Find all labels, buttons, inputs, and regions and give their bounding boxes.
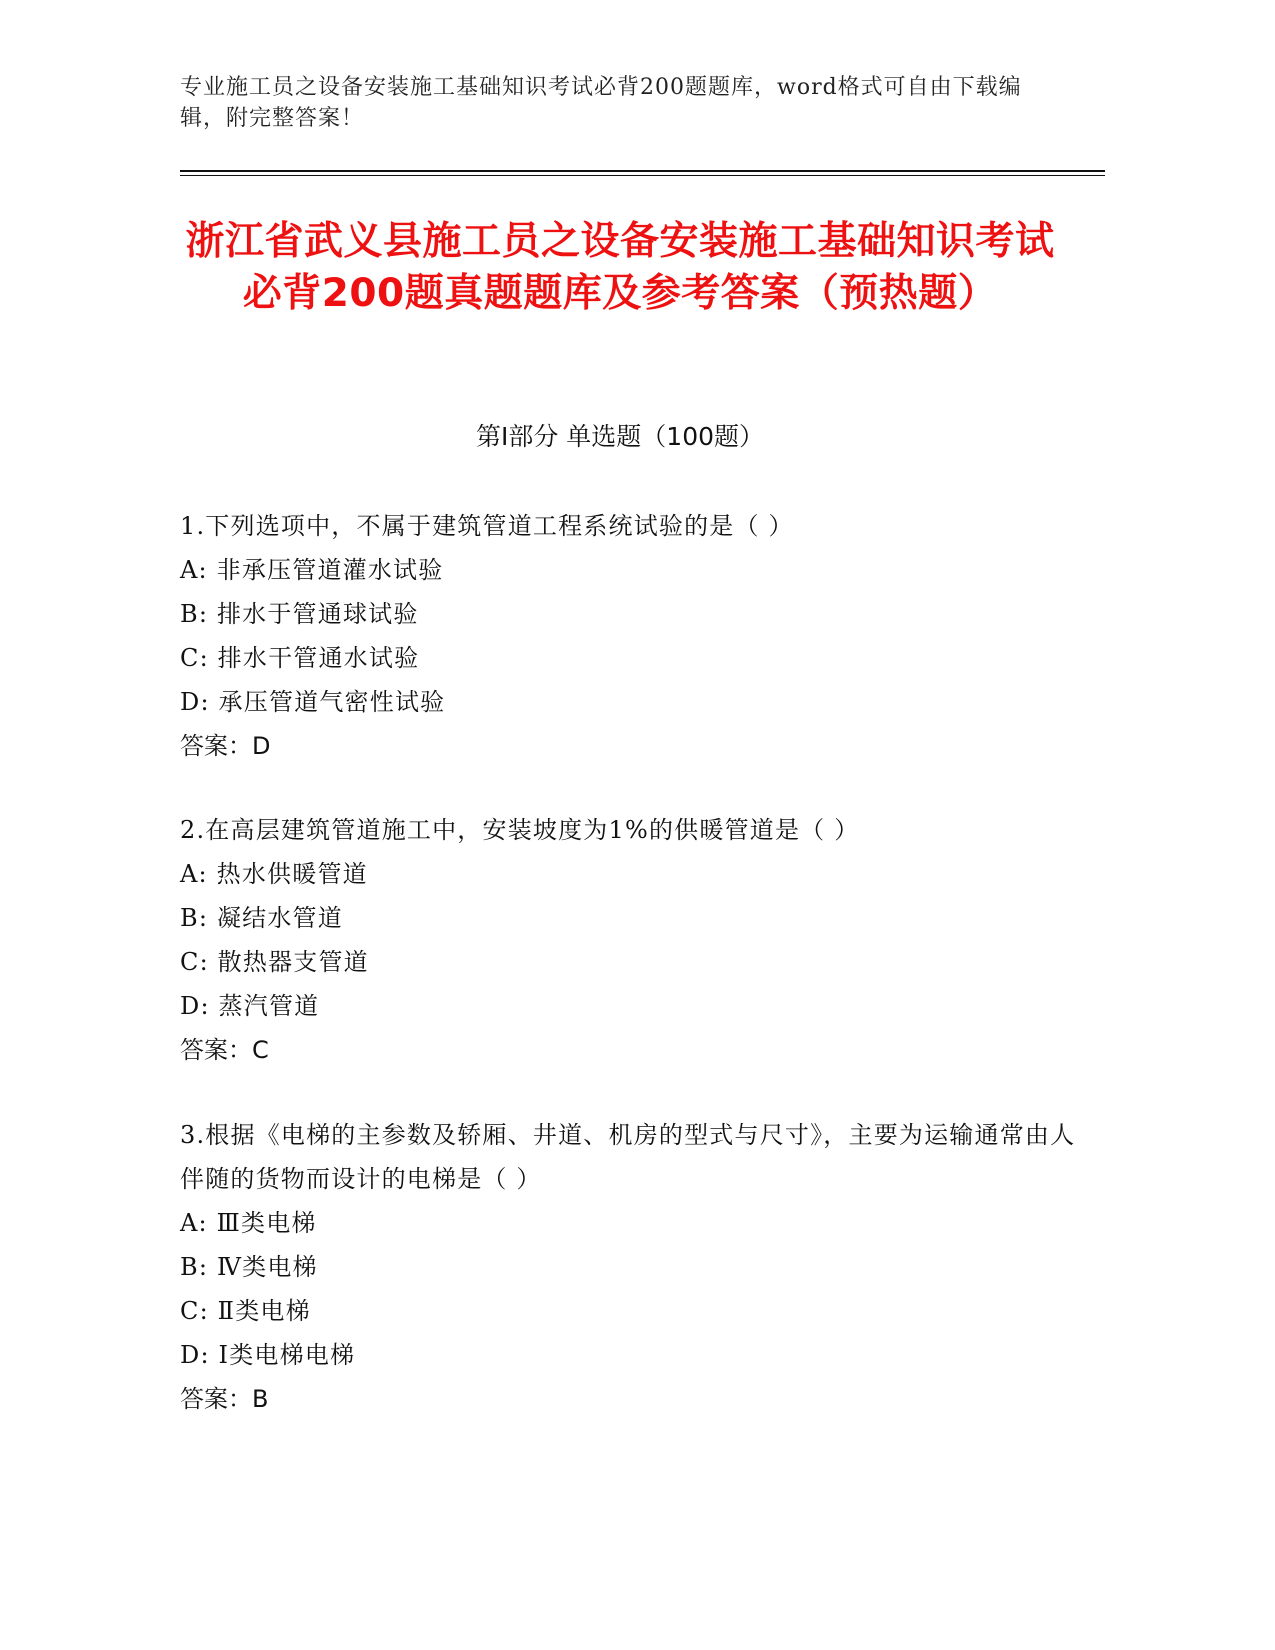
option-d: D: 承压管道气密性试验 bbox=[180, 688, 446, 716]
question-stem: 2.在高层建筑管道施工中，安装坡度为1%的供暖管道是（ ） bbox=[180, 816, 860, 844]
answer: 答案：B bbox=[180, 1385, 269, 1413]
question-1 bbox=[180, 504, 1080, 768]
header-note: 专业施工员之设备安装施工基础知识考试必背200题题库，word格式可自由下载编辑，附完整答案！ bbox=[180, 75, 1022, 131]
question-stem: 1.下列选项中，不属于建筑管道工程系统试验的是（ ） bbox=[180, 512, 794, 540]
option-b: B: 排水于管通球试验 bbox=[180, 600, 419, 628]
answer: 答案：D bbox=[180, 732, 271, 760]
option-c: C: 散热器支管道 bbox=[180, 948, 369, 976]
question-2 bbox=[180, 808, 1080, 1072]
option-c: C: 排水干管通水试验 bbox=[180, 644, 420, 672]
question-3 bbox=[180, 1113, 1080, 1421]
option-a: A: 非承压管道灌水试验 bbox=[180, 556, 444, 584]
header-divider-thin bbox=[180, 175, 1105, 176]
answer: 答案：C bbox=[180, 1036, 269, 1064]
option-a: A: 热水供暖管道 bbox=[180, 860, 368, 888]
option-b: B: Ⅳ类电梯 bbox=[180, 1253, 318, 1281]
document-title: 浙江省武义县施工员之设备安装施工基础知识考试必背200题真题题库及参考答案（预热题） bbox=[185, 219, 1055, 316]
option-d: D: Ⅰ类电梯电梯 bbox=[180, 1341, 356, 1369]
section-heading: 第Ⅰ部分 单选题（100题） bbox=[475, 422, 765, 451]
option-d: D: 蒸汽管道 bbox=[180, 992, 320, 1020]
option-c: C: Ⅱ类电梯 bbox=[180, 1297, 311, 1325]
option-b: B: 凝结水管道 bbox=[180, 904, 343, 932]
question-stem: 3.根据《电梯的主参数及轿厢、井道、机房的型式与尺寸》，主要为运输通常由人伴随的货物而设计的电梯是（ ） bbox=[180, 1121, 1076, 1193]
header-divider-thick bbox=[180, 170, 1105, 172]
option-a: A: Ⅲ类电梯 bbox=[180, 1209, 317, 1237]
